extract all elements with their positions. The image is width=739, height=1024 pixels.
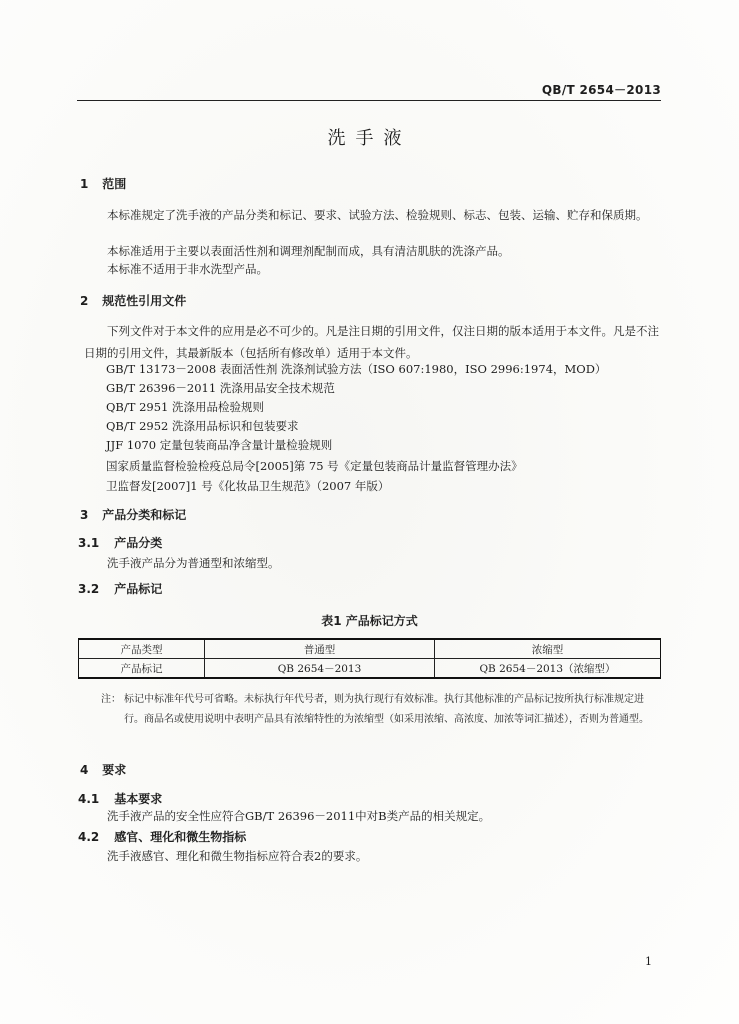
section-title: 规范性引用文件 (102, 294, 187, 308)
section-number: 3.1 (78, 536, 100, 550)
section-2-paragraph-1: 下列文件对于本文件的应用是必不可少的。凡是注日期的引用文件，仅注日期的版本适用于本文件。凡是不注日期的引用文件，其最新版本（包括所有修改单）适用于本文件。 (84, 324, 659, 360)
note-label: 注： (101, 694, 121, 705)
section-3-heading (80, 506, 186, 523)
table-cell: 产品标记 (79, 659, 205, 679)
section-number: 3.2 (78, 582, 100, 596)
section-title: 基本要求 (114, 792, 163, 806)
table-cell: 普通型 (205, 639, 435, 659)
section-title: 要求 (102, 763, 127, 777)
section-4-heading (80, 761, 126, 778)
section-4-1-paragraph: 洗手液产品的安全性应符合GB/T 26396－2011中对B类产品的相关规定。 (107, 809, 491, 823)
section-3-2-heading (78, 580, 162, 597)
section-title: 产品标记 (114, 582, 163, 596)
section-1-paragraph-2: 本标准适用于主要以表面活性剂和调理剂配制而成，具有清洁肌肤的洗涤产品。 (107, 244, 510, 258)
section-title: 产品分类和标记 (102, 508, 187, 522)
reference-item: QB/T 2951 洗涤用品检验规则 (106, 400, 265, 414)
reference-item: GB/T 26396－2011 洗涤用品安全技术规范 (106, 381, 335, 395)
section-1-paragraph-3: 本标准不适用于非水洗型产品。 (107, 262, 268, 276)
table-cell: QB 2654－2013 (205, 659, 435, 679)
section-3-1-heading (78, 534, 162, 551)
table-row (79, 639, 661, 659)
section-4-2-heading (78, 828, 246, 845)
table-row (79, 659, 661, 679)
header-rule (77, 100, 661, 101)
reference-item: 卫监督发[2007]1 号《化妆品卫生规范》（2007 年版） (106, 479, 390, 493)
page-number: 1 (645, 955, 652, 968)
section-title: 感官、理化和微生物指标 (114, 830, 247, 844)
table-cell: QB 2654－2013（浓缩型） (435, 659, 661, 679)
document-title: 洗手液 (327, 128, 412, 149)
table-note (101, 690, 661, 730)
section-title: 范围 (102, 177, 127, 191)
section-number: 4.2 (78, 830, 100, 844)
section-number: 4 (80, 763, 89, 777)
section-number: 2 (80, 294, 89, 308)
table-cell: 浓缩型 (435, 639, 661, 659)
section-number: 3 (80, 508, 89, 522)
section-3-1-paragraph: 洗手液产品分为普通型和浓缩型。 (107, 556, 280, 570)
table-1-caption: 表1 产品标记方式 (321, 614, 418, 628)
reference-item: 国家质量监督检验检疫总局令[2005]第 75 号《定量包装商品计量监督管理办法》 (106, 459, 523, 473)
section-1-paragraph-1: 本标准规定了洗手液的产品分类和标记、要求、试验方法、检验规则、标志、包装、运输、贮存和保质期。 (107, 208, 648, 222)
reference-item: JJF 1070 定量包装商品净含量计量检验规则 (106, 438, 333, 452)
reference-item: GB/T 13173－2008 表面活性剂 洗涤剂试验方法（ISO 607:1980，ISO 2996:1974，MOD） (106, 362, 607, 376)
section-1-heading (80, 175, 126, 192)
reference-item: QB/T 2952 洗涤用品标识和包装要求 (106, 419, 299, 433)
table-cell: 产品类型 (79, 639, 205, 659)
section-4-2-paragraph: 洗手液感官、理化和微生物指标应符合表2的要求。 (107, 849, 368, 863)
standard-code: QB/T 2654－2013 (541, 83, 661, 97)
section-number: 4.1 (78, 792, 100, 806)
section-2-heading (80, 292, 186, 309)
section-number: 1 (80, 177, 89, 191)
product-marking-table (78, 638, 661, 679)
section-title: 产品分类 (114, 536, 163, 550)
note-text: 标记中标准年代号可省略。未标执行年代号者，则为执行现行有效标准。执行其他标准的产品标记按所执行标准规定进行。商品名或使用说明中表明产品具有浓缩特性的为浓缩型（如采用浓缩、高浓度、加浓等词汇描述），否则为普通型。 (124, 694, 649, 725)
